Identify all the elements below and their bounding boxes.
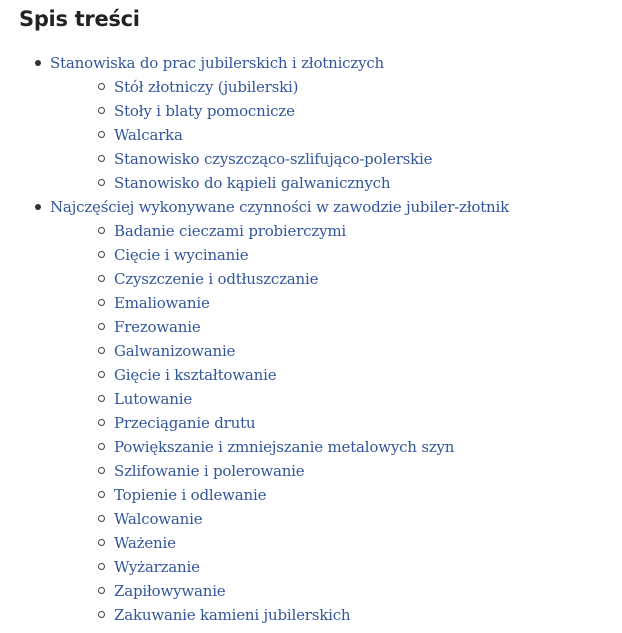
toc-subitem [114,435,509,459]
toc-subitem-row [114,291,509,315]
toc-section-row [50,51,509,75]
bullet-circle-icon [98,443,105,450]
toc-subitem-row [114,243,509,267]
toc-subitem-row [114,267,509,291]
bullet-circle-icon [98,251,105,258]
toc-link-stanowiska-do-prac-jubilerskich-i-zlotni[interactable]: Stanowiska do prac jubilerskich i złotniczych [50,54,385,72]
toc-subitem-row [114,435,509,459]
bullet-circle-icon [98,491,105,498]
toc-subitem [114,363,509,387]
toc-link-przeciaganie-drutu[interactable]: Przeciąganie drutu [114,414,256,432]
toc-subitem [114,147,509,171]
toc-subitem [114,171,509,195]
toc-sublist [50,219,509,627]
toc-link-zakuwanie-kamieni-jubilerskich[interactable]: Zakuwanie kamieni jubilerskich [114,606,351,624]
toc-list [0,51,509,627]
bullet-circle-icon [98,371,105,378]
toc-subitem-row [114,363,509,387]
toc-subitem-row [114,171,509,195]
toc-subitem-row [114,555,509,579]
toc-subitem [114,267,509,291]
bullet-circle-icon [98,563,105,570]
toc-link-stanowisko-do-kapieli-galwanicznych[interactable]: Stanowisko do kąpieli galwanicznych [114,174,391,192]
toc-subitem [114,123,509,147]
toc-subitem-row [114,147,509,171]
toc-subitem-row [114,459,509,483]
bullet-circle-icon [98,107,105,114]
bullet-circle-icon [98,395,105,402]
toc-link-ciecie-i-wycinanie[interactable]: Cięcie i wycinanie [114,246,249,264]
toc-subitem [114,459,509,483]
bullet-circle-icon [98,419,105,426]
toc-link-czyszczenie-i-odtluszczanie[interactable]: Czyszczenie i odtłuszczanie [114,270,319,288]
toc-subitem [114,531,509,555]
toc-link-galwanizowanie[interactable]: Galwanizowanie [114,342,236,360]
toc-subitem-row [114,123,509,147]
toc-subitem [114,483,509,507]
toc-link-emaliowanie[interactable]: Emaliowanie [114,294,210,312]
bullet-circle-icon [98,323,105,330]
bullet-circle-icon [98,467,105,474]
toc-title: Spis treści [19,7,140,31]
bullet-circle-icon [98,83,105,90]
toc-section-row [50,195,509,219]
toc-link-powiekszanie-i-zmniejszanie-metalowych-s[interactable]: Powiększanie i zmniejszanie metalowych szyn [114,438,455,456]
bullet-circle-icon [98,275,105,282]
toc-section [50,195,509,627]
bullet-circle-icon [98,299,105,306]
toc-subitem [114,339,509,363]
toc-sublist [50,75,509,195]
toc-link-lutowanie[interactable]: Lutowanie [114,390,192,408]
toc-subitem [114,579,509,603]
toc-subitem [114,291,509,315]
toc-link-najczesciej-wykonywane-czynnosci-w-zawod[interactable]: Najczęściej wykonywane czynności w zawodzie jubiler-złotnik [50,198,510,216]
toc-subitem [114,507,509,531]
bullet-circle-icon [98,587,105,594]
toc-subitem-row [114,531,509,555]
bullet-circle-icon [98,227,105,234]
toc-section [50,51,509,195]
bullet-disc-icon [35,204,41,210]
toc-subitem [114,315,509,339]
toc-subitem [114,99,509,123]
toc-subitem [114,75,509,99]
bullet-circle-icon [98,179,105,186]
toc-subitem [114,555,509,579]
toc-subitem-row [114,75,509,99]
toc-link-walcarka[interactable]: Walcarka [114,126,183,144]
toc-link-zapilowywanie[interactable]: Zapiłowywanie [114,582,226,600]
bullet-circle-icon [98,515,105,522]
bullet-circle-icon [98,131,105,138]
toc-link-badanie-cieczami-probierczymi[interactable]: Badanie cieczami probierczymi [114,222,346,240]
toc-subitem [114,603,509,627]
toc-subitem [114,219,509,243]
toc-link-stanowisko-czyszczaco-szlifujaco-polersk[interactable]: Stanowisko czyszcząco-szlifująco-polerskie [114,150,433,168]
toc-subitem-row [114,339,509,363]
toc-subitem-row [114,315,509,339]
toc-link-szlifowanie-i-polerowanie[interactable]: Szlifowanie i polerowanie [114,462,305,480]
toc-subitem-row [114,603,509,627]
bullet-circle-icon [98,611,105,618]
toc-subitem [114,243,509,267]
toc-subitem-row [114,507,509,531]
toc-subitem [114,387,509,411]
toc-link-walcowanie[interactable]: Walcowanie [114,510,203,528]
toc-subitem-row [114,483,509,507]
toc-subitem-row [114,411,509,435]
toc-link-wazenie[interactable]: Ważenie [114,534,176,552]
toc-link-stoly-i-blaty-pomocnicze[interactable]: Stoły i blaty pomocnicze [114,102,295,120]
bullet-disc-icon [35,60,41,66]
bullet-circle-icon [98,539,105,546]
toc-subitem-row [114,387,509,411]
toc-link-wyzarzanie[interactable]: Wyżarzanie [114,558,200,576]
toc-subitem-row [114,219,509,243]
toc-link-topienie-i-odlewanie[interactable]: Topienie i odlewanie [114,486,267,504]
bullet-circle-icon [98,347,105,354]
toc-subitem [114,411,509,435]
toc-subitem-row [114,579,509,603]
toc-link-giecie-i-ksztaltowanie[interactable]: Gięcie i kształtowanie [114,366,277,384]
bullet-circle-icon [98,155,105,162]
toc-subitem-row [114,99,509,123]
toc-link-stol-zlotniczy-jubilerski[interactable]: Stół złotniczy (jubilerski) [114,78,299,96]
toc-link-frezowanie[interactable]: Frezowanie [114,318,201,336]
